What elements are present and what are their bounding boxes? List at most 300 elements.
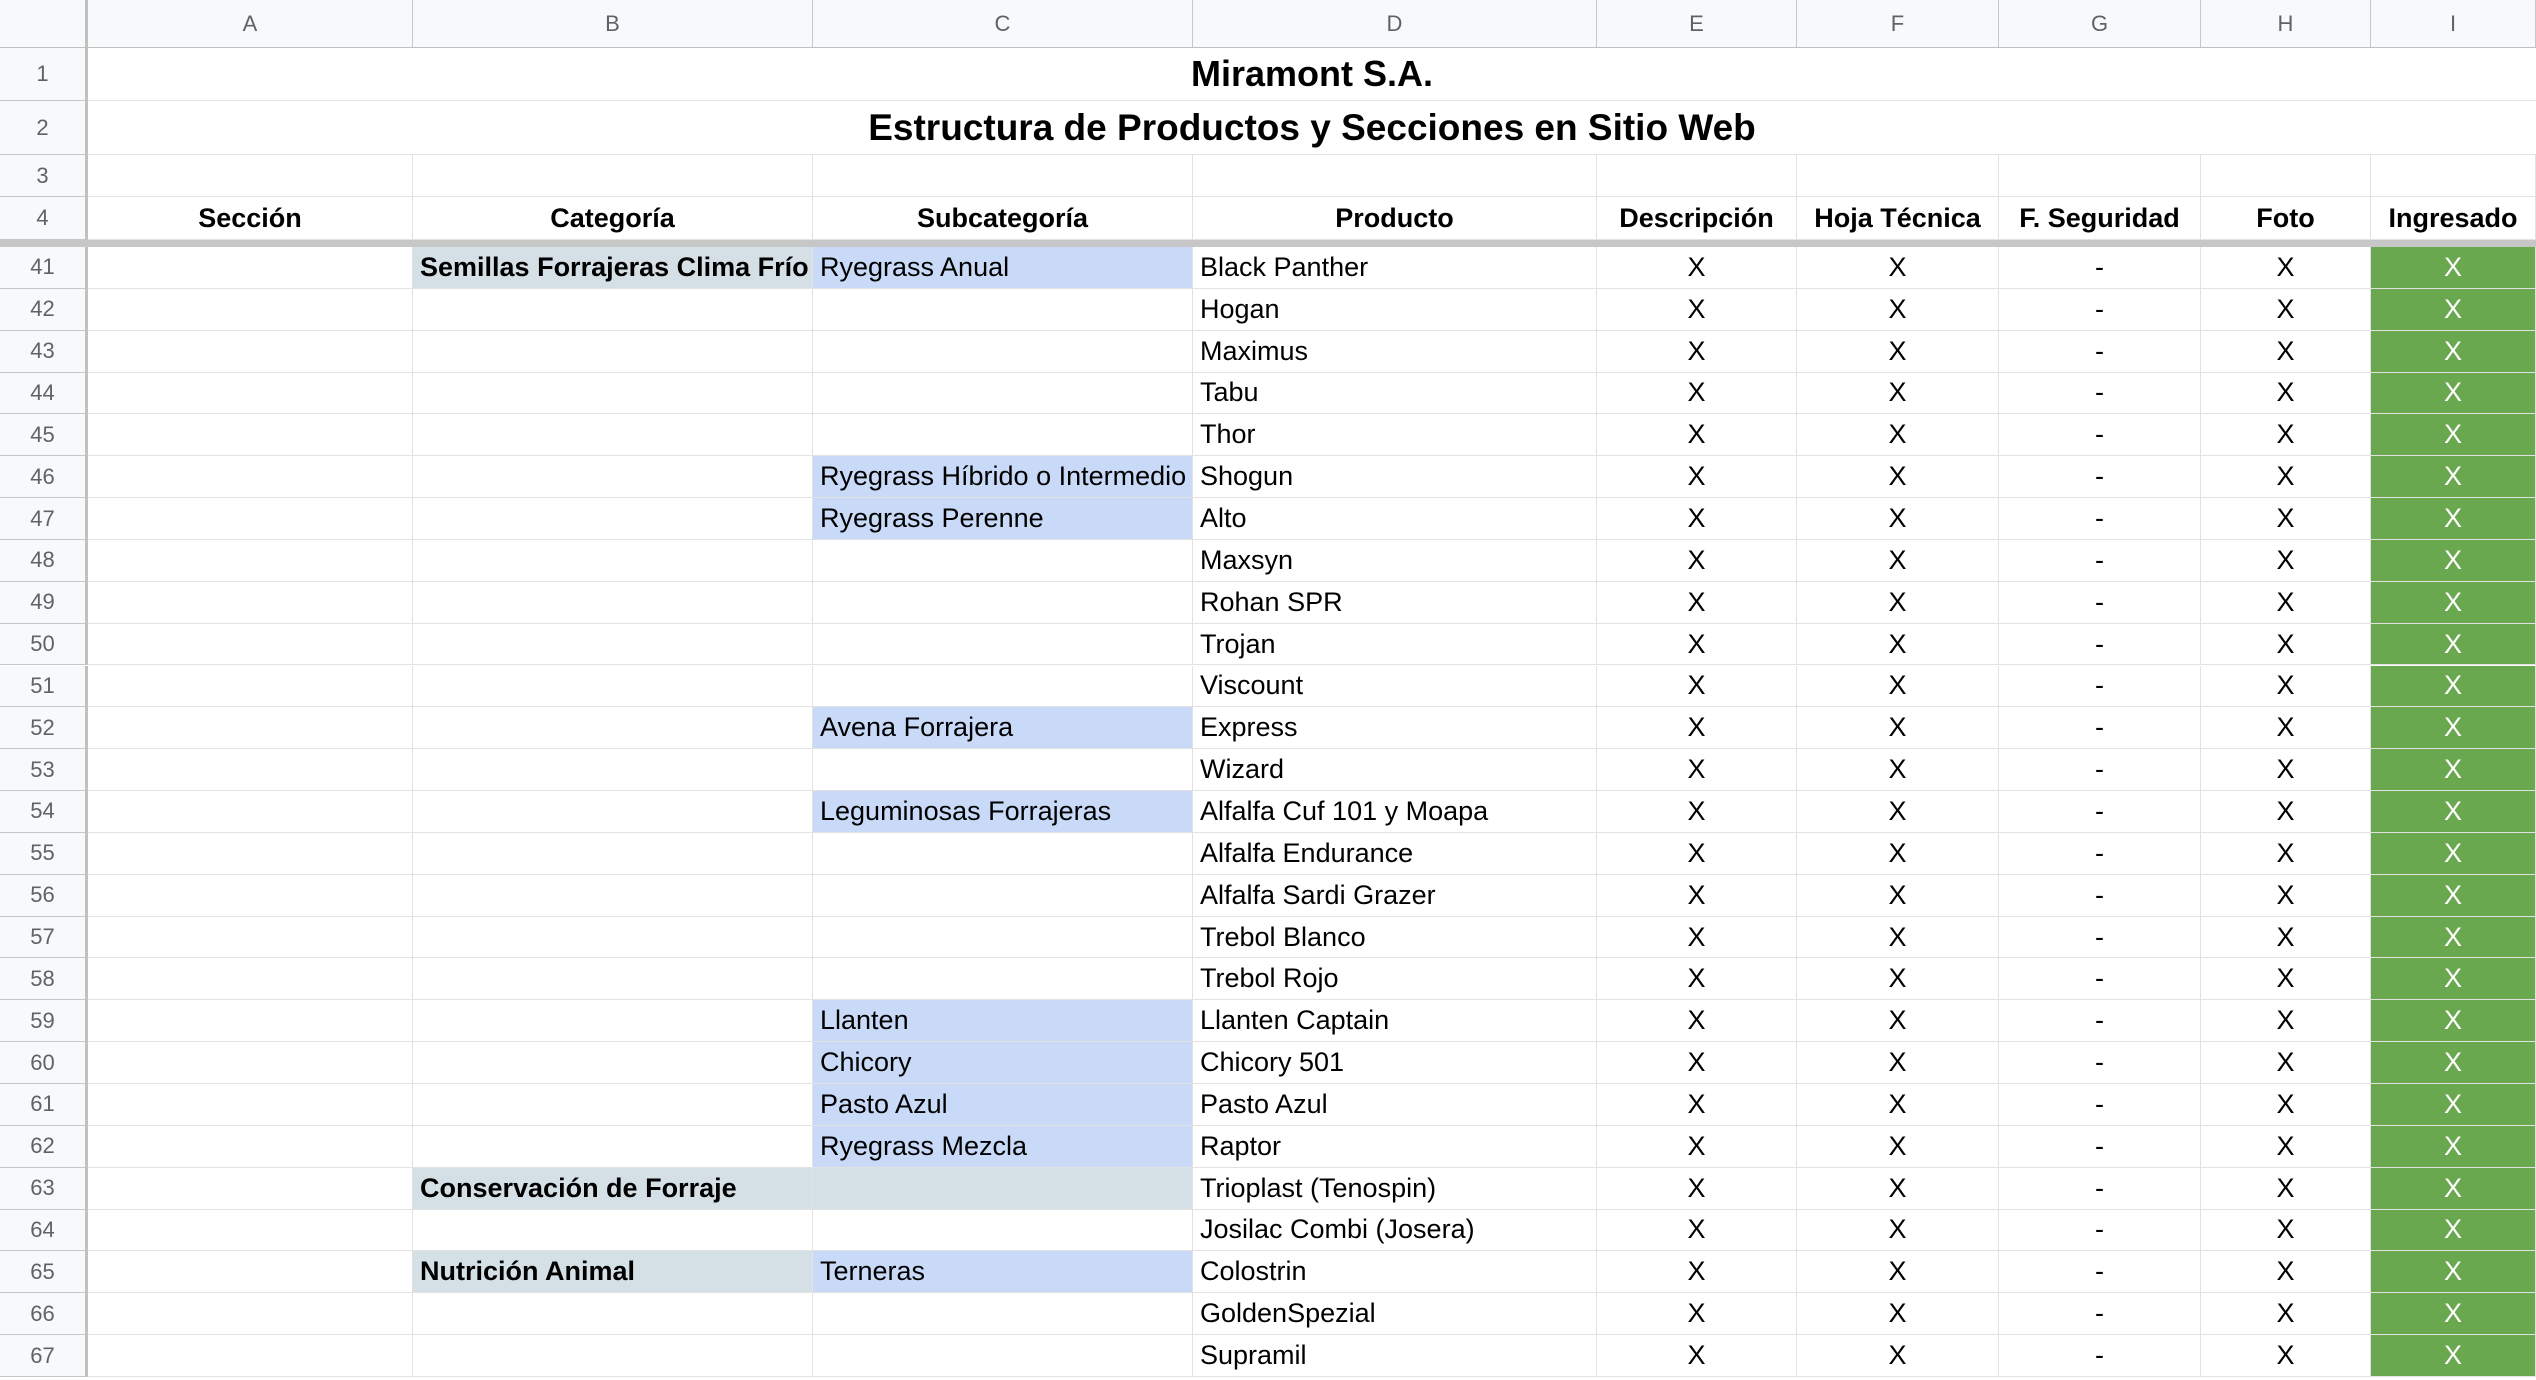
foto-cell[interactable]: X [2201,540,2371,582]
foto-cell[interactable]: X [2201,666,2371,708]
producto-cell[interactable]: Supramil [1193,1335,1597,1377]
row-number[interactable]: 46 [0,456,88,498]
row-number[interactable]: 43 [0,331,88,373]
ingresado-cell[interactable]: X [2371,373,2536,415]
hoja-tecnica-cell[interactable]: X [1797,1042,1999,1084]
producto-cell[interactable]: Trioplast (Tenospin) [1193,1168,1597,1210]
f-seguridad-cell[interactable]: - [1999,1084,2201,1126]
subcategoria-cell[interactable]: Chicory [813,1042,1193,1084]
categoria-cell[interactable] [413,1084,813,1126]
f-seguridad-cell[interactable]: - [1999,498,2201,540]
empty-cell[interactable] [1597,155,1797,197]
empty-cell[interactable] [2371,155,2536,197]
categoria-cell[interactable] [413,833,813,875]
select-all-corner[interactable] [0,0,88,47]
descripcion-cell[interactable]: X [1597,875,1797,917]
row-number[interactable]: 47 [0,498,88,540]
seccion-cell[interactable] [88,1335,413,1377]
descripcion-cell[interactable]: X [1597,373,1797,415]
f-seguridad-cell[interactable]: - [1999,1168,2201,1210]
row-number[interactable]: 58 [0,958,88,1000]
categoria-cell[interactable] [413,958,813,1000]
descripcion-cell[interactable]: X [1597,624,1797,666]
foto-cell[interactable]: X [2201,1168,2371,1210]
ingresado-cell[interactable]: X [2371,1168,2536,1210]
subcategoria-cell[interactable] [813,1335,1193,1377]
sheet-subtitle-cell[interactable]: Estructura de Productos y Secciones en Sitio Web [88,101,2536,155]
producto-cell[interactable]: Thor [1193,414,1597,456]
foto-cell[interactable]: X [2201,917,2371,959]
row-number[interactable]: 51 [0,666,88,708]
foto-cell[interactable]: X [2201,1084,2371,1126]
subcategoria-cell[interactable] [813,666,1193,708]
hoja-tecnica-cell[interactable]: X [1797,1126,1999,1168]
header-ingresado[interactable]: Ingresado [2371,197,2536,240]
producto-cell[interactable]: Pasto Azul [1193,1084,1597,1126]
hoja-tecnica-cell[interactable]: X [1797,749,1999,791]
categoria-cell[interactable] [413,414,813,456]
categoria-cell[interactable] [413,540,813,582]
f-seguridad-cell[interactable]: - [1999,707,2201,749]
row-number[interactable]: 52 [0,707,88,749]
seccion-cell[interactable] [88,456,413,498]
subcategoria-cell[interactable]: Llanten [813,1000,1193,1042]
hoja-tecnica-cell[interactable]: X [1797,791,1999,833]
foto-cell[interactable]: X [2201,414,2371,456]
ingresado-cell[interactable]: X [2371,1000,2536,1042]
subcategoria-cell[interactable] [813,833,1193,875]
ingresado-cell[interactable]: X [2371,1126,2536,1168]
foto-cell[interactable]: X [2201,331,2371,373]
seccion-cell[interactable] [88,1126,413,1168]
f-seguridad-cell[interactable]: - [1999,749,2201,791]
hoja-tecnica-cell[interactable]: X [1797,1251,1999,1293]
ingresado-cell[interactable]: X [2371,1293,2536,1335]
seccion-cell[interactable] [88,917,413,959]
header-f-seguridad[interactable]: F. Seguridad [1999,197,2201,240]
ingresado-cell[interactable]: X [2371,749,2536,791]
producto-cell[interactable]: Josilac Combi (Josera) [1193,1210,1597,1252]
hoja-tecnica-cell[interactable]: X [1797,1210,1999,1252]
descripcion-cell[interactable]: X [1597,917,1797,959]
producto-cell[interactable]: Alfalfa Endurance [1193,833,1597,875]
ingresado-cell[interactable]: X [2371,1042,2536,1084]
subcategoria-cell[interactable] [813,958,1193,1000]
categoria-cell[interactable] [413,707,813,749]
producto-cell[interactable]: Chicory 501 [1193,1042,1597,1084]
foto-cell[interactable]: X [2201,707,2371,749]
header-hoja-tecnica[interactable]: Hoja Técnica [1797,197,1999,240]
f-seguridad-cell[interactable]: - [1999,1210,2201,1252]
subcategoria-cell[interactable] [813,331,1193,373]
categoria-cell[interactable] [413,582,813,624]
categoria-cell[interactable]: Conservación de Forraje [413,1168,813,1210]
header-seccion[interactable]: Sección [88,197,413,240]
f-seguridad-cell[interactable]: - [1999,373,2201,415]
seccion-cell[interactable] [88,373,413,415]
ingresado-cell[interactable]: X [2371,666,2536,708]
hoja-tecnica-cell[interactable]: X [1797,540,1999,582]
hoja-tecnica-cell[interactable]: X [1797,582,1999,624]
categoria-cell[interactable] [413,1210,813,1252]
f-seguridad-cell[interactable]: - [1999,791,2201,833]
producto-cell[interactable]: Trebol Rojo [1193,958,1597,1000]
descripcion-cell[interactable]: X [1597,833,1797,875]
descripcion-cell[interactable]: X [1597,749,1797,791]
row-number[interactable]: 50 [0,624,88,666]
producto-cell[interactable]: Tabu [1193,373,1597,415]
seccion-cell[interactable] [88,1042,413,1084]
foto-cell[interactable]: X [2201,247,2371,289]
row-number[interactable]: 63 [0,1168,88,1210]
descripcion-cell[interactable]: X [1597,1000,1797,1042]
ingresado-cell[interactable]: X [2371,540,2536,582]
sheet-title-cell[interactable]: Miramont S.A. [88,48,2536,101]
hoja-tecnica-cell[interactable]: X [1797,1084,1999,1126]
subcategoria-cell[interactable] [813,414,1193,456]
seccion-cell[interactable] [88,331,413,373]
descripcion-cell[interactable]: X [1597,540,1797,582]
descripcion-cell[interactable]: X [1597,958,1797,1000]
ingresado-cell[interactable]: X [2371,414,2536,456]
row-number[interactable]: 64 [0,1210,88,1252]
subcategoria-cell[interactable] [813,373,1193,415]
hoja-tecnica-cell[interactable]: X [1797,624,1999,666]
row-number[interactable]: 1 [0,48,88,101]
foto-cell[interactable]: X [2201,1293,2371,1335]
empty-cell[interactable] [413,155,813,197]
descripcion-cell[interactable]: X [1597,331,1797,373]
column-header-b[interactable]: B [413,0,813,47]
seccion-cell[interactable] [88,875,413,917]
producto-cell[interactable]: Llanten Captain [1193,1000,1597,1042]
foto-cell[interactable]: X [2201,1251,2371,1293]
foto-cell[interactable]: X [2201,791,2371,833]
subcategoria-cell[interactable]: Pasto Azul [813,1084,1193,1126]
ingresado-cell[interactable]: X [2371,875,2536,917]
f-seguridad-cell[interactable]: - [1999,958,2201,1000]
producto-cell[interactable]: Trebol Blanco [1193,917,1597,959]
seccion-cell[interactable] [88,1000,413,1042]
row-number[interactable]: 3 [0,155,88,197]
hoja-tecnica-cell[interactable]: X [1797,917,1999,959]
seccion-cell[interactable] [88,1293,413,1335]
hoja-tecnica-cell[interactable]: X [1797,456,1999,498]
seccion-cell[interactable] [88,247,413,289]
descripcion-cell[interactable]: X [1597,1293,1797,1335]
column-header-a[interactable]: A [88,0,413,47]
column-header-e[interactable]: E [1597,0,1797,47]
row-number[interactable]: 45 [0,414,88,456]
foto-cell[interactable]: X [2201,498,2371,540]
hoja-tecnica-cell[interactable]: X [1797,1168,1999,1210]
ingresado-cell[interactable]: X [2371,791,2536,833]
empty-cell[interactable] [1999,155,2201,197]
row-number[interactable]: 67 [0,1335,88,1377]
f-seguridad-cell[interactable]: - [1999,1293,2201,1335]
categoria-cell[interactable] [413,1335,813,1377]
categoria-cell[interactable] [413,917,813,959]
f-seguridad-cell[interactable]: - [1999,917,2201,959]
ingresado-cell[interactable]: X [2371,833,2536,875]
foto-cell[interactable]: X [2201,749,2371,791]
categoria-cell[interactable] [413,498,813,540]
descripcion-cell[interactable]: X [1597,414,1797,456]
column-header-d[interactable]: D [1193,0,1597,47]
descripcion-cell[interactable]: X [1597,498,1797,540]
row-number[interactable]: 56 [0,875,88,917]
descripcion-cell[interactable]: X [1597,1168,1797,1210]
hoja-tecnica-cell[interactable]: X [1797,707,1999,749]
row-number[interactable]: 41 [0,247,88,289]
seccion-cell[interactable] [88,749,413,791]
producto-cell[interactable]: Wizard [1193,749,1597,791]
f-seguridad-cell[interactable]: - [1999,540,2201,582]
hoja-tecnica-cell[interactable]: X [1797,1335,1999,1377]
empty-cell[interactable] [813,155,1193,197]
f-seguridad-cell[interactable]: - [1999,1251,2201,1293]
subcategoria-cell[interactable]: Ryegrass Anual [813,247,1193,289]
subcategoria-cell[interactable] [813,917,1193,959]
column-header-f[interactable]: F [1797,0,1999,47]
row-number[interactable]: 53 [0,749,88,791]
descripcion-cell[interactable]: X [1597,582,1797,624]
seccion-cell[interactable] [88,666,413,708]
producto-cell[interactable]: Viscount [1193,666,1597,708]
foto-cell[interactable]: X [2201,624,2371,666]
seccion-cell[interactable] [88,1210,413,1252]
foto-cell[interactable]: X [2201,1042,2371,1084]
seccion-cell[interactable] [88,624,413,666]
ingresado-cell[interactable]: X [2371,456,2536,498]
seccion-cell[interactable] [88,958,413,1000]
subcategoria-cell[interactable] [813,1210,1193,1252]
foto-cell[interactable]: X [2201,582,2371,624]
descripcion-cell[interactable]: X [1597,456,1797,498]
categoria-cell[interactable] [413,331,813,373]
subcategoria-cell[interactable] [813,624,1193,666]
producto-cell[interactable]: Trojan [1193,624,1597,666]
subcategoria-cell[interactable]: Ryegrass Perenne [813,498,1193,540]
subcategoria-cell[interactable] [813,1293,1193,1335]
foto-cell[interactable]: X [2201,289,2371,331]
row-number[interactable]: 57 [0,917,88,959]
row-number[interactable]: 44 [0,373,88,415]
categoria-cell[interactable] [413,1293,813,1335]
row-number[interactable]: 59 [0,1000,88,1042]
descripcion-cell[interactable]: X [1597,1251,1797,1293]
hoja-tecnica-cell[interactable]: X [1797,414,1999,456]
f-seguridad-cell[interactable]: - [1999,414,2201,456]
categoria-cell[interactable] [413,1126,813,1168]
producto-cell[interactable]: Alto [1193,498,1597,540]
ingresado-cell[interactable]: X [2371,331,2536,373]
column-header-c[interactable]: C [813,0,1193,47]
ingresado-cell[interactable]: X [2371,498,2536,540]
row-number[interactable]: 4 [0,197,88,240]
subcategoria-cell[interactable] [813,289,1193,331]
foto-cell[interactable]: X [2201,1000,2371,1042]
hoja-tecnica-cell[interactable]: X [1797,331,1999,373]
ingresado-cell[interactable]: X [2371,958,2536,1000]
hoja-tecnica-cell[interactable]: X [1797,875,1999,917]
subcategoria-cell[interactable]: Leguminosas Forrajeras [813,791,1193,833]
producto-cell[interactable]: Raptor [1193,1126,1597,1168]
descripcion-cell[interactable]: X [1597,666,1797,708]
descripcion-cell[interactable]: X [1597,1126,1797,1168]
producto-cell[interactable]: Colostrin [1193,1251,1597,1293]
descripcion-cell[interactable]: X [1597,289,1797,331]
seccion-cell[interactable] [88,833,413,875]
header-descripcion[interactable]: Descripción [1597,197,1797,240]
foto-cell[interactable]: X [2201,456,2371,498]
hoja-tecnica-cell[interactable]: X [1797,247,1999,289]
hoja-tecnica-cell[interactable]: X [1797,833,1999,875]
seccion-cell[interactable] [88,414,413,456]
producto-cell[interactable]: Maximus [1193,331,1597,373]
row-number[interactable]: 55 [0,833,88,875]
seccion-cell[interactable] [88,540,413,582]
subcategoria-cell[interactable] [813,749,1193,791]
foto-cell[interactable]: X [2201,1126,2371,1168]
column-header-g[interactable]: G [1999,0,2201,47]
ingresado-cell[interactable]: X [2371,247,2536,289]
empty-cell[interactable] [1797,155,1999,197]
producto-cell[interactable]: Maxsyn [1193,540,1597,582]
f-seguridad-cell[interactable]: - [1999,582,2201,624]
descripcion-cell[interactable]: X [1597,1210,1797,1252]
seccion-cell[interactable] [88,582,413,624]
categoria-cell[interactable] [413,456,813,498]
empty-cell[interactable] [88,155,413,197]
header-categoria[interactable]: Categoría [413,197,813,240]
categoria-cell[interactable] [413,749,813,791]
ingresado-cell[interactable]: X [2371,707,2536,749]
row-number[interactable]: 60 [0,1042,88,1084]
categoria-cell[interactable] [413,791,813,833]
seccion-cell[interactable] [88,498,413,540]
header-producto[interactable]: Producto [1193,197,1597,240]
subcategoria-cell[interactable] [813,875,1193,917]
descripcion-cell[interactable]: X [1597,1084,1797,1126]
f-seguridad-cell[interactable]: - [1999,1042,2201,1084]
subcategoria-cell[interactable]: Ryegrass Mezcla [813,1126,1193,1168]
hoja-tecnica-cell[interactable]: X [1797,373,1999,415]
hoja-tecnica-cell[interactable]: X [1797,1293,1999,1335]
f-seguridad-cell[interactable]: - [1999,1126,2201,1168]
hoja-tecnica-cell[interactable]: X [1797,666,1999,708]
row-number[interactable]: 62 [0,1126,88,1168]
column-header-h[interactable]: H [2201,0,2371,47]
producto-cell[interactable]: Shogun [1193,456,1597,498]
ingresado-cell[interactable]: X [2371,1251,2536,1293]
producto-cell[interactable]: Alfalfa Sardi Grazer [1193,875,1597,917]
categoria-cell[interactable]: Nutrición Animal [413,1251,813,1293]
categoria-cell[interactable] [413,1000,813,1042]
categoria-cell[interactable] [413,1042,813,1084]
ingresado-cell[interactable]: X [2371,582,2536,624]
ingresado-cell[interactable]: X [2371,1084,2536,1126]
ingresado-cell[interactable]: X [2371,1335,2536,1377]
subcategoria-cell[interactable]: Ryegrass Híbrido o Intermedio [813,456,1193,498]
descripcion-cell[interactable]: X [1597,247,1797,289]
producto-cell[interactable]: Alfalfa Cuf 101 y Moapa [1193,791,1597,833]
row-number[interactable]: 42 [0,289,88,331]
f-seguridad-cell[interactable]: - [1999,331,2201,373]
seccion-cell[interactable] [88,1084,413,1126]
seccion-cell[interactable] [88,1168,413,1210]
foto-cell[interactable]: X [2201,1335,2371,1377]
ingresado-cell[interactable]: X [2371,289,2536,331]
f-seguridad-cell[interactable]: - [1999,833,2201,875]
subcategoria-cell[interactable]: Avena Forrajera [813,707,1193,749]
row-number[interactable]: 66 [0,1293,88,1335]
row-number[interactable]: 48 [0,540,88,582]
row-number[interactable]: 49 [0,582,88,624]
f-seguridad-cell[interactable]: - [1999,875,2201,917]
descripcion-cell[interactable]: X [1597,1042,1797,1084]
f-seguridad-cell[interactable]: - [1999,456,2201,498]
f-seguridad-cell[interactable]: - [1999,624,2201,666]
empty-cell[interactable] [1193,155,1597,197]
categoria-cell[interactable] [413,875,813,917]
column-header-i[interactable]: I [2371,0,2536,47]
producto-cell[interactable]: Hogan [1193,289,1597,331]
subcategoria-cell[interactable] [813,582,1193,624]
foto-cell[interactable]: X [2201,833,2371,875]
descripcion-cell[interactable]: X [1597,707,1797,749]
hoja-tecnica-cell[interactable]: X [1797,289,1999,331]
f-seguridad-cell[interactable]: - [1999,289,2201,331]
subcategoria-cell[interactable]: Terneras [813,1251,1193,1293]
categoria-cell[interactable] [413,373,813,415]
header-subcategoria[interactable]: Subcategoría [813,197,1193,240]
foto-cell[interactable]: X [2201,875,2371,917]
row-number[interactable]: 65 [0,1251,88,1293]
f-seguridad-cell[interactable]: - [1999,1335,2201,1377]
hoja-tecnica-cell[interactable]: X [1797,958,1999,1000]
seccion-cell[interactable] [88,1251,413,1293]
foto-cell[interactable]: X [2201,373,2371,415]
descripcion-cell[interactable]: X [1597,791,1797,833]
ingresado-cell[interactable]: X [2371,917,2536,959]
categoria-cell[interactable] [413,666,813,708]
f-seguridad-cell[interactable]: - [1999,666,2201,708]
seccion-cell[interactable] [88,791,413,833]
foto-cell[interactable]: X [2201,958,2371,1000]
foto-cell[interactable]: X [2201,1210,2371,1252]
hoja-tecnica-cell[interactable]: X [1797,498,1999,540]
categoria-cell[interactable] [413,624,813,666]
empty-cell[interactable] [2201,155,2371,197]
hoja-tecnica-cell[interactable]: X [1797,1000,1999,1042]
ingresado-cell[interactable]: X [2371,1210,2536,1252]
row-number[interactable]: 54 [0,791,88,833]
producto-cell[interactable]: Express [1193,707,1597,749]
row-number[interactable]: 61 [0,1084,88,1126]
descripcion-cell[interactable]: X [1597,1335,1797,1377]
producto-cell[interactable]: Black Panther [1193,247,1597,289]
categoria-cell[interactable]: Semillas Forrajeras Clima Frío [413,247,813,289]
producto-cell[interactable]: Rohan SPR [1193,582,1597,624]
seccion-cell[interactable] [88,707,413,749]
row-number[interactable]: 2 [0,101,88,155]
frozen-rows-divider[interactable] [0,240,2536,247]
ingresado-cell[interactable]: X [2371,624,2536,666]
categoria-cell[interactable] [413,289,813,331]
subcategoria-cell[interactable] [813,540,1193,582]
header-foto[interactable]: Foto [2201,197,2371,240]
